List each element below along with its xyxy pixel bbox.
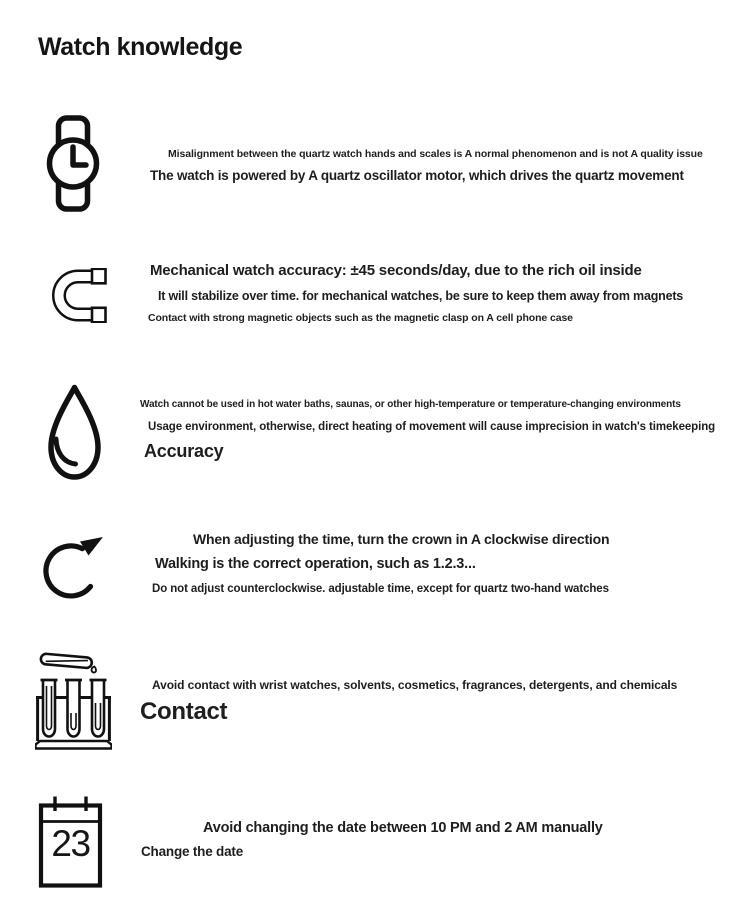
magnet-sub-line: It will stabilize over time. for mechanical watches, be sure to keep them away from magnets [158, 289, 684, 303]
page-title: Watch knowledge [38, 33, 243, 61]
clockwise-arrow-icon [40, 527, 107, 608]
water-drop-icon [42, 383, 107, 484]
wristwatch-icon [46, 115, 100, 212]
test-tubes-icon [35, 651, 112, 750]
date-main-line: Avoid changing the date between 10 PM and 2 AM manually [203, 820, 603, 836]
calendar-day-number: 23 [51, 823, 90, 864]
magnet-note-line: Contact with strong magnetic objects such as the magnetic clasp on A cell phone case [148, 312, 573, 324]
contact-note-line: Avoid contact with wrist watches, solvents, cosmetics, fragrances, detergents, and chemicals [152, 678, 678, 692]
calendar-icon [38, 795, 103, 888]
date-sub-line: Change the date [141, 844, 244, 859]
quartz-main-line: The watch is powered by A quartz oscillator motor, which drives the quartz movement [150, 168, 684, 183]
adjust-note-line: Do not adjust counterclockwise. adjustable time, except for quartz two-hand watches [152, 583, 609, 595]
contact-heading: Contact [140, 698, 228, 725]
quartz-note-line: Misalignment between the quartz watch hands and scales is A normal phenomenon and is not A quality issue [168, 148, 703, 160]
adjust-sub-line: Walking is the correct operation, such as 1.2.3... [155, 556, 476, 572]
adjust-main-line: When adjusting the time, turn the crown in A clockwise direction [193, 531, 610, 547]
accuracy-heading: Accuracy [144, 441, 224, 461]
temperature-note-line: Watch cannot be used in hot water baths, saunas, or other high-temperature or temperature-changing environments [140, 399, 681, 410]
magnet-icon [52, 268, 107, 323]
magnet-main-line: Mechanical watch accuracy: ±45 seconds/day, due to the rich oil inside [150, 262, 642, 279]
temperature-sub-line: Usage environment, otherwise, direct heating of movement will cause imprecision in watch's timekeeping [148, 421, 716, 433]
